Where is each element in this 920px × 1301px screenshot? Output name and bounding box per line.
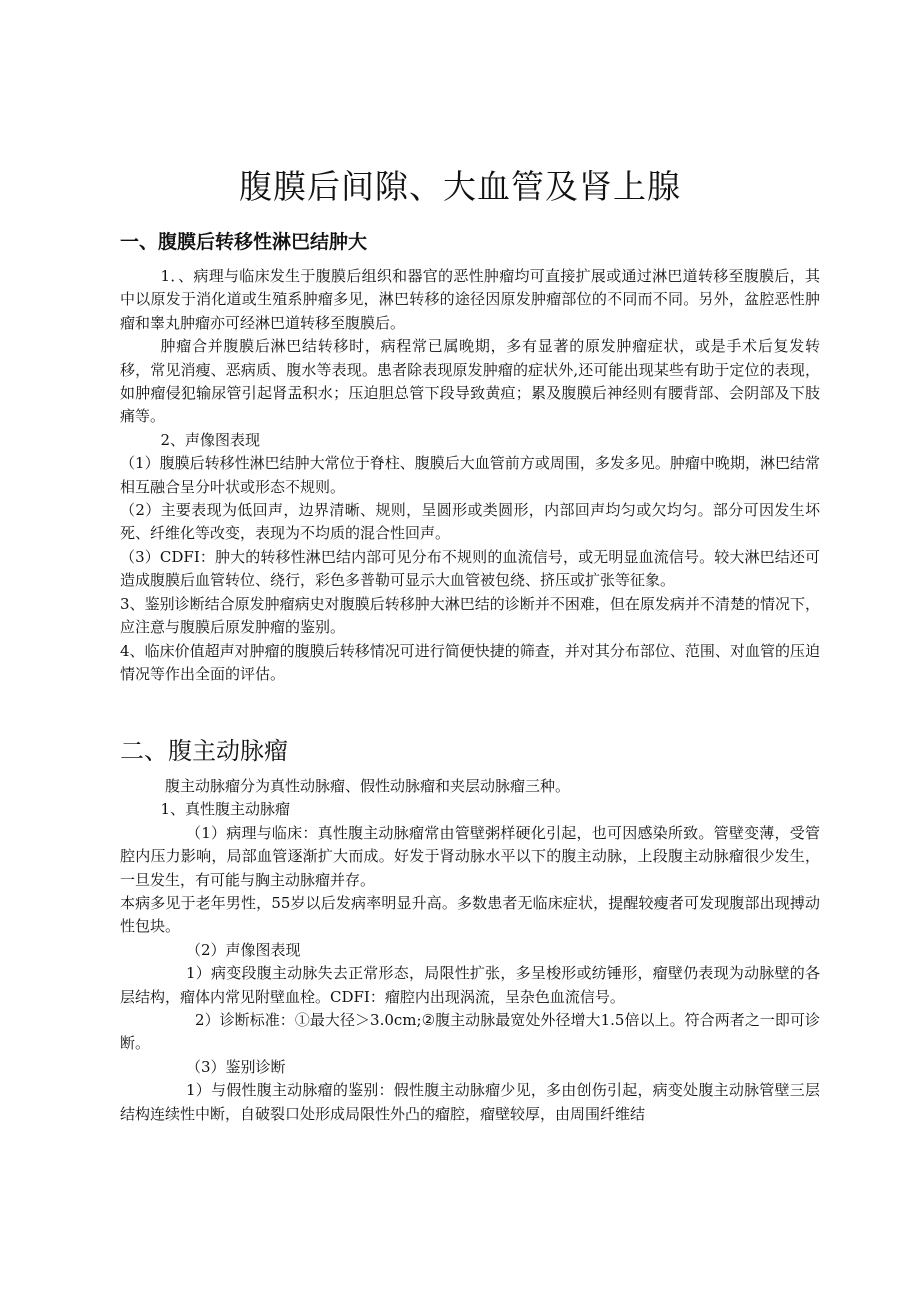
section-body-lymph [120,265,820,686]
page-title: 腹膜后间隙、大血管及肾上腺 [239,167,681,206]
paragraph: （2）主要表现为低回声，边界清晰、规则，呈圆形或类圆形，内部回声均匀或欠均匀。部分可因发生坏死、纤维化等改变，表现为不均质的混合性回声。 [120,501,820,543]
section-heading-aneurysm: 二、腹主动脉瘤 [120,737,288,765]
paragraph: 本病多见于老年男性，55岁以后发病率明显升高。多数患者无临床症状，提醒较瘦者可发现腹部出现搏动性包块。 [120,894,820,936]
section-heading-lymph: 一、腹膜后转移性淋巴结肿大 [120,231,368,253]
paragraph: 3、鉴别诊断结合原发肿瘤病史对腹膜后转移肿大淋巴结的诊断并不困难，但在原发病并不清楚的情况下，应注意与腹膜后原发肿瘤的鉴别。 [120,594,820,637]
section-body-aneurysm [120,775,820,1126]
paragraph: （1）腹膜后转移性淋巴结肿大常位于脊柱、腹膜后大血管前方或周围，多发多见。肿瘤中晚期，淋巴结常相互融合呈分叶状或形态不规则。 [120,454,820,496]
paragraph: 1．、病理与临床发生于腹膜后组织和器官的恶性肿瘤均可直接扩展或通过淋巴道转移至腹膜后，其中以原发于消化道或生殖系肿瘤多见，淋巴转移的途径因原发肿瘤部位的不同而不同。另外，盆腔恶性肿瘤和睾丸肿瘤亦可经淋巴道转移至腹膜后。 [120,267,820,332]
paragraph: （1）病理与临床：真性腹主动脉瘤常由管壁粥样硬化引起，也可因感染所致。管壁变薄，受管腔内压力影响，局部血管逐渐扩大而成。好发于肾动脉水平以下的腹主动脉，上段腹主动脉瘤很少发生，一旦发生，有可能与胸主动脉瘤并存。 [120,823,820,889]
paragraph: 2、声像图表现 [160,430,261,449]
paragraph: （2）声像图表现 [186,940,301,959]
paragraph: 1、真性腹主动脉瘤 [160,800,291,819]
paragraph: 1）与假性腹主动脉瘤的鉴别：假性腹主动脉瘤少见，多由创伤引起，病变处腹主动脉管壁三层结构连续性中断，自破裂口处形成局限性外凸的瘤腔，瘤壁较厚，由周围纤维结 [120,1081,820,1123]
paragraph: 4、临床价值超声对肿瘤的腹膜后转移情况可进行简便快捷的筛查，并对其分布部位、范围、对血管的压迫情况等作出全面的评估。 [120,641,820,683]
paragraph: 2）诊断标准：①最大径＞3.0cm;②腹主动脉最宽处外径增大1.5倍以上。符合两者之一即可诊断。 [120,1011,820,1053]
paragraph: （3）CDFI：肿大的转移性淋巴结内部可见分布不规则的血流信号，或无明显血流信号。较大淋巴结还可造成腹膜后血管转位、绕行，彩色多普勒可显示大血管被包绕、挤压或扩张等征象。 [120,547,820,590]
paragraph: 肿瘤合并腹膜后淋巴结转移时，病程常已属晚期，多有显著的原发肿瘤症状，或是手术后复发转移，常见消瘦、恶病质、腹水等表现。患者除表现原发肿瘤的症状外,还可能出现某些有助于定位的表现，如肿瘤侵犯输尿管引起肾盂积水；压迫胆总管下段导致黄疸；累及腹膜后神经则有腰背部、会阴部及下肢痛等。 [120,337,820,426]
paragraph: （3）鉴别诊断 [186,1057,286,1076]
paragraph: 1）病变段腹主动脉失去正常形态，局限性扩张，多呈梭形或纺锤形，瘤壁仍表现为动脉壁的各层结构，瘤体内常见附壁血栓。CDFI：瘤腔内出现涡流，呈杂色血流信号。 [120,964,820,1006]
paragraph: 腹主动脉瘤分为真性动脉瘤、假性动脉瘤和夹层动脉瘤三种。 [165,777,571,795]
